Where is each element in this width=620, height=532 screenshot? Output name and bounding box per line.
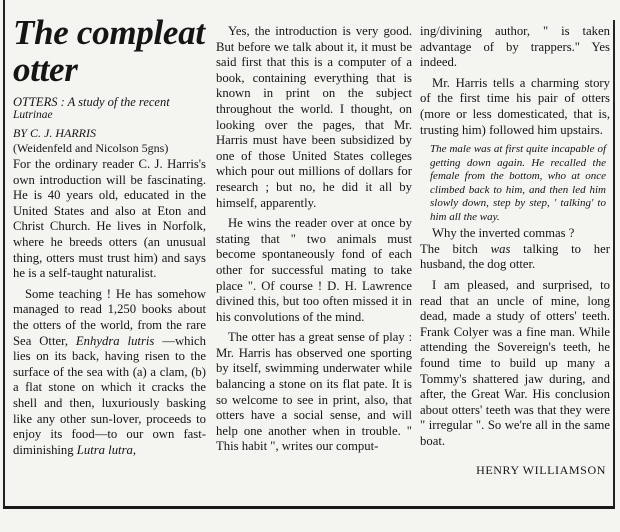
species-name-sea-otter: Enhydra lutris: [75, 333, 155, 348]
headline: The compleat otter: [13, 13, 205, 89]
book-subtitle: Lutrinae: [13, 109, 53, 121]
paragraph-10: I am pleased, and surprised, to read that an uncle of mine, long dead, made a study of otters' teeth. Frank Colyer was a fine man. While attending the Sovereign's teeth, he found time to build up many a Tommy's shattered jaw during, and after, the Great War. His conclusion about otters' teeth was that they were " irregular ". So we're all in the same boat.: [420, 277, 610, 448]
paragraph-2: [13, 287, 206, 459]
book-title: OTTERS : A study of the recent: [13, 95, 170, 109]
column-2: [216, 24, 412, 455]
bottom-border-rule: [3, 506, 615, 509]
species-name-lutra: Lutra lutra,: [76, 442, 137, 457]
paragraph-9: [420, 242, 610, 273]
byline: BY C. J. HARRIS: [13, 126, 96, 140]
paragraph-2-text-b: —which lies on its back, having risen to the surface of the sea with (a) a clam, (b) a flat stone on which it cracks the shell and then, luxuriously basking like any other sun-lover, proceeds to enjoy its food—to our own fast-diminishing: [13, 333, 206, 457]
paragraph-5: The otter has a great sense of play : Mr. Harris has observed one sporting by itself, swimming underwater while balancing a stone on its flat pate. It is so welcome to see in print, also, that otters have a social sense, and will help one another when in trouble. " This habit ", writes our comput-: [216, 330, 412, 454]
paragraph-6: ing/divining author, " is taken advantage of by trappers." Yes indeed.: [420, 24, 610, 70]
publisher-line: (Weidenfeld and Nicolson 5gns): [13, 141, 169, 155]
paragraph-8: Why the inverted commas ?: [432, 226, 575, 241]
paragraph-9-text-b: talking to her husband, the dog otter.: [420, 241, 610, 272]
emphasis-was: was: [490, 241, 511, 256]
paragraph-4: He wins the reader over at once by stating that " two animals must become spontaneously fond of each other for successful mating to take place ". Of course ! D. H. Lawrence divined this, but too often missed it in his convolutions of the mind.: [216, 216, 412, 324]
paragraph-2-text-a: Some teaching ! He has somehow managed to read 1,250 books about the otters of the world, from the rare Sea Otter,: [13, 286, 206, 348]
paragraph-9-text-a: The bitch: [420, 241, 491, 256]
column-3: [420, 24, 610, 479]
paragraph-7: Mr. Harris tells a charming story of the first time his pair of otters (more or less domesticated, that is, trusting him) followed him upstairs.: [420, 75, 610, 137]
block-quote: The male was at first quite incapable of getting down again. He recalled the female from the bottom, who at once climbed back to him, and then led him slowly down, step by step, ' talking' to him all the way.: [430, 143, 606, 223]
column-1: [13, 6, 206, 458]
paragraph-3: Yes, the introduction is very good. But before we talk about it, it must be said first that this is a computer of a book, containing everything that is known in print on the subject throughout the world. I thought, on looking over the pages, that Mr. Harris must have been subsidized by one of those United States colleges which pour out millions of dollars for research ; but no, he did it all by himself, apparently.: [216, 24, 412, 210]
paragraph-1: For the ordinary reader C. J. Harris's own introduction will be fascinating. He is 40 years old, educated in the United States and also at Eton and Christ Church. He lives in Norfolk, where he breeds otters (an unusual thing, otters must trust him) and says he is a self-taught naturalist.: [13, 157, 206, 281]
right-border-rule: [613, 20, 615, 508]
author-signature: HENRY WILLIAMSON: [476, 463, 606, 478]
left-border-rule: [3, 0, 5, 508]
